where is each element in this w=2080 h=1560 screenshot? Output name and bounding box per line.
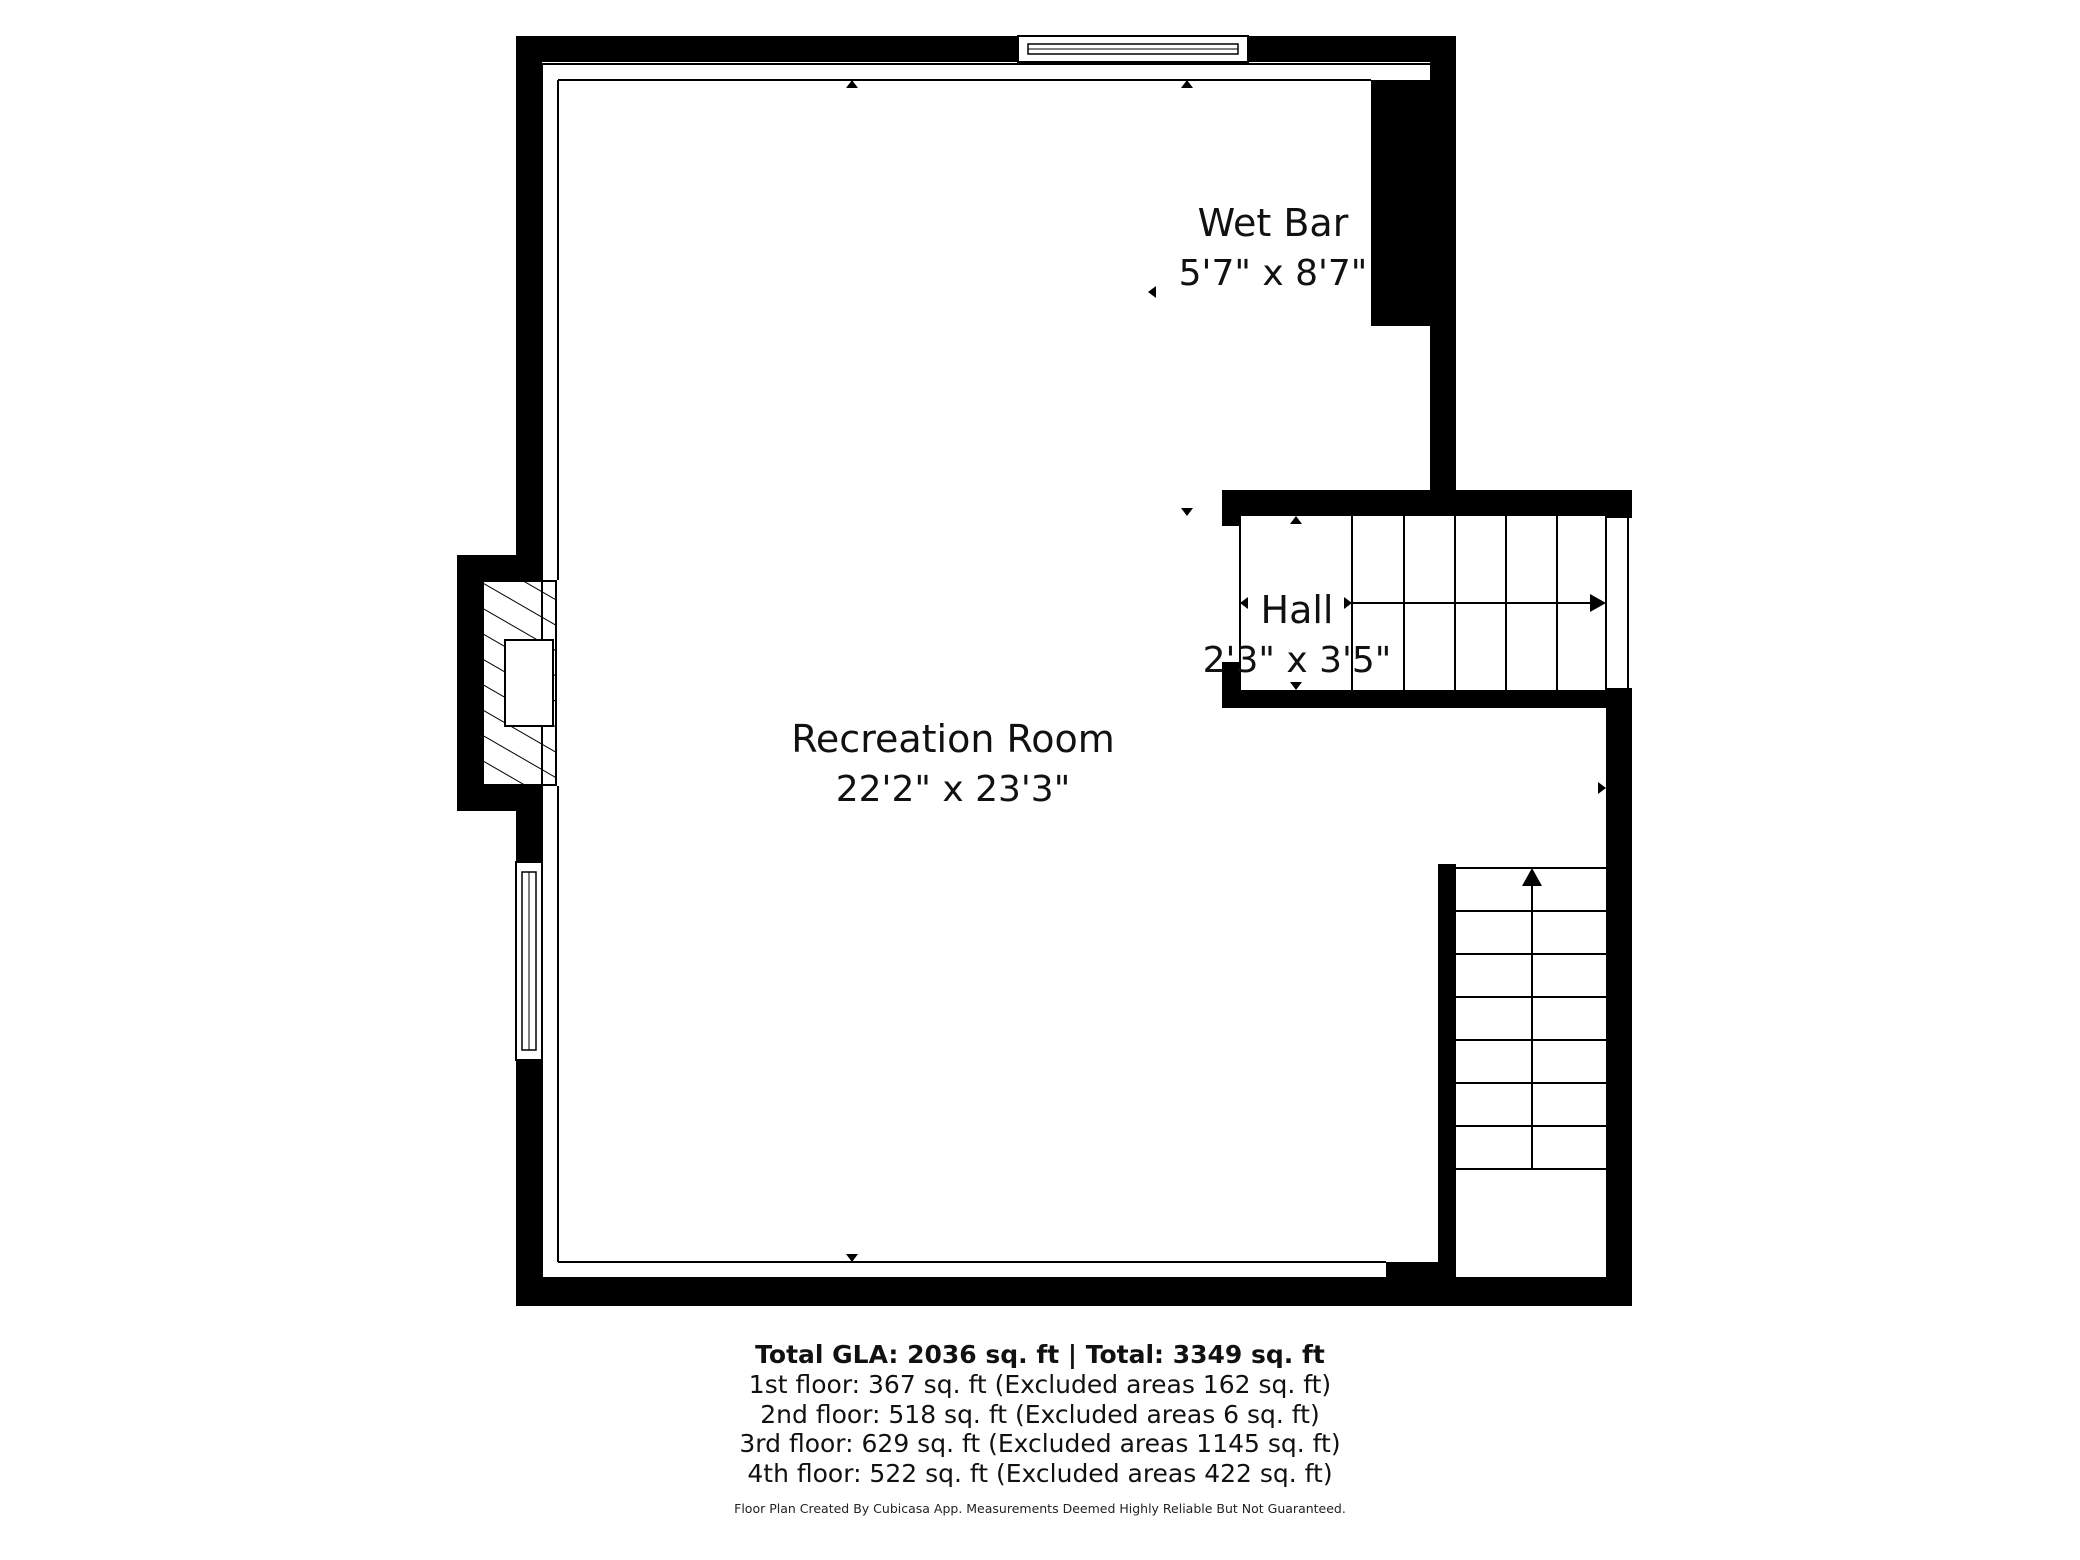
stair-divider-wall bbox=[1438, 864, 1456, 1292]
total-area: Total GLA: 2036 sq. ft | Total: 3349 sq. ft bbox=[755, 1340, 1325, 1369]
marker-arrow-icon bbox=[1290, 682, 1302, 690]
top-wall-left bbox=[516, 36, 1018, 62]
top-wall-right bbox=[1248, 36, 1456, 62]
fireplace bbox=[483, 581, 556, 785]
marker-arrow-icon bbox=[846, 1254, 858, 1262]
left-wall-top bbox=[516, 36, 542, 580]
lower-stair bbox=[1456, 868, 1606, 1278]
hall-dimensions: 2'3" x 3'5" bbox=[1202, 640, 1392, 681]
hall-wall-right-top bbox=[1606, 490, 1632, 518]
fireplace-wall-bottom bbox=[457, 785, 542, 811]
hall-wall-top bbox=[1222, 490, 1632, 516]
wet-bar-dimensions: 5'7" x 8'7" bbox=[1178, 253, 1368, 294]
recreation-room-name: Recreation Room bbox=[791, 717, 1115, 761]
marker-arrow-icon bbox=[846, 80, 858, 88]
marker-arrow-icon bbox=[1344, 597, 1352, 609]
floor-area-2: 2nd floor: 518 sq. ft (Excluded areas 6 sq. ft) bbox=[760, 1399, 1320, 1429]
marker-arrow-icon bbox=[1181, 508, 1193, 516]
floor-area-1: 1st floor: 367 sq. ft (Excluded areas 162 sq. ft) bbox=[748, 1370, 1332, 1399]
left-window bbox=[516, 862, 542, 1060]
recreation-room-dimensions: 22'2" x 23'3" bbox=[835, 769, 1071, 810]
marker-arrow-icon bbox=[1181, 80, 1193, 88]
fireplace-wall-left bbox=[457, 555, 483, 811]
right-wall-upper bbox=[1430, 36, 1456, 510]
credit-note: Floor Plan Created By Cubicasa App. Measurements Deemed Highly Reliable But Not Guaranteed. bbox=[734, 1501, 1346, 1516]
floor-area-3: 3rd floor: 629 sq. ft (Excluded areas 1145 sq. ft) bbox=[739, 1429, 1341, 1458]
hall-name: Hall bbox=[1260, 588, 1334, 632]
marker-arrow-icon bbox=[1598, 782, 1606, 794]
marker-arrow-icon bbox=[1148, 286, 1156, 298]
hall-stair-arrow-icon bbox=[1590, 594, 1606, 612]
hall-wall-left-top bbox=[1222, 490, 1240, 526]
bottom-wall-thick bbox=[1386, 1262, 1446, 1282]
top-window bbox=[1018, 36, 1248, 62]
marker-arrow-icon bbox=[1240, 597, 1248, 609]
bottom-wall bbox=[516, 1278, 1632, 1306]
lower-stair-arrow-icon bbox=[1522, 868, 1542, 886]
wet-bar-name: Wet Bar bbox=[1197, 201, 1349, 245]
floor-area-4: 4th floor: 522 sq. ft (Excluded areas 422 sq. ft) bbox=[747, 1458, 1333, 1488]
left-wall-bottom bbox=[516, 1060, 542, 1306]
right-wall-lower bbox=[1606, 688, 1632, 1306]
marker-arrow-icon bbox=[1290, 516, 1302, 524]
hall-wall-bottom bbox=[1222, 690, 1608, 708]
wet-bar-counter bbox=[1371, 80, 1433, 326]
area-summary bbox=[0, 1340, 2080, 1516]
